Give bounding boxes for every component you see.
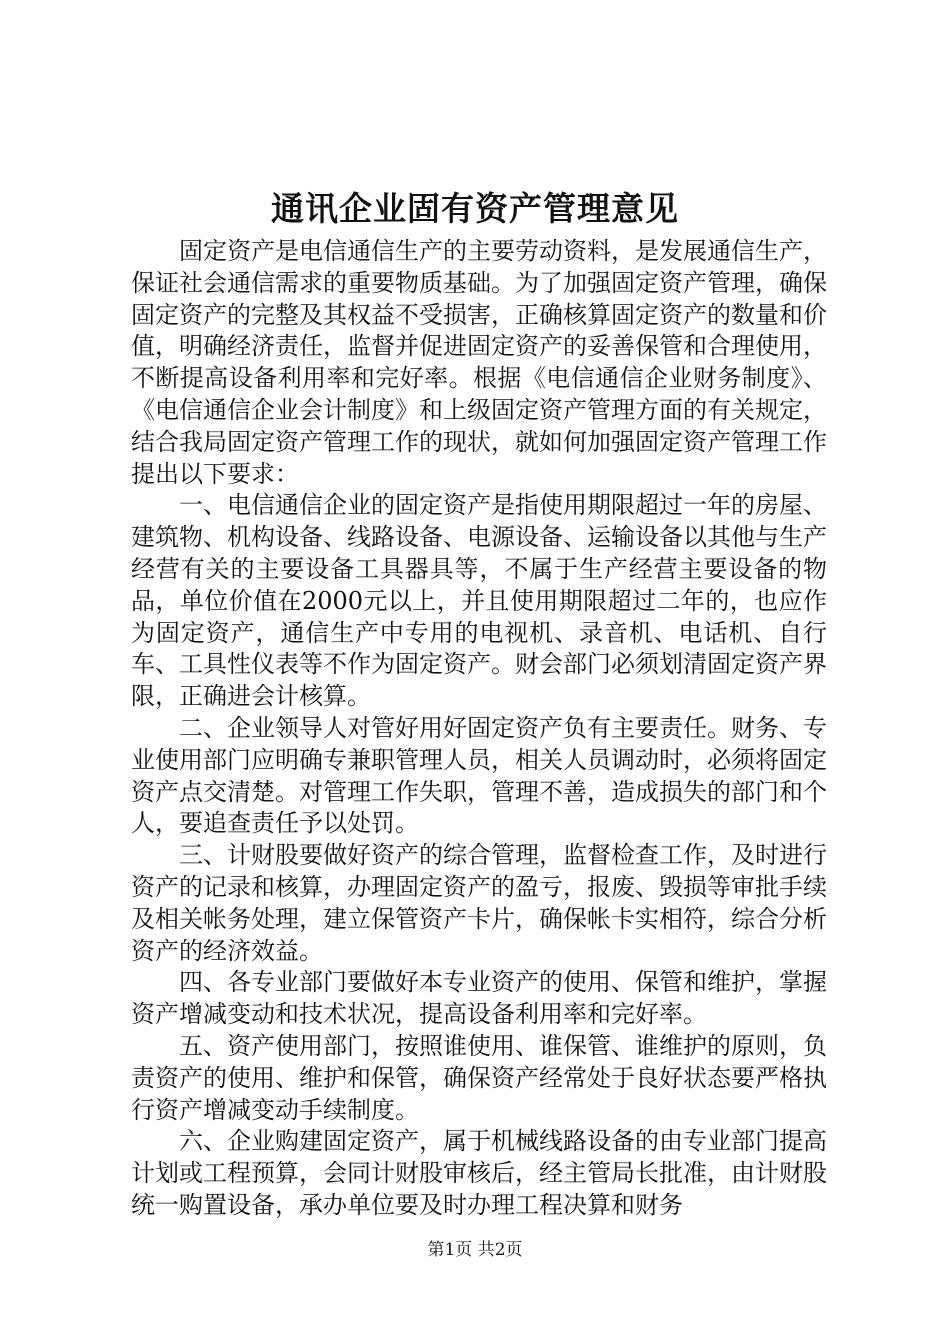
paragraph-intro: 固定资产是电信通信生产的主要劳动资料，是发展通信生产，保证社会通信需求的重要物质基础。为了加强固定资产管理，确保固定资产的完整及其权益不受损害，正确核算固定资产的数量和价值，明确经济责任，监督并促进固定资产的妥善保管和合理使用，不断提高设备利用率和完好率。根据《电信通信企业财务制度》、《电信通信企业会计制度》和上级固定资产管理方面的有关规定，结合我局固定资产管理工作的现状，就如何加强固定资产管理工作提出以下要求： [131, 237, 827, 488]
page-number-footer: 第1页 共2页 [427, 1240, 523, 1260]
paragraph-item-4: 四、各专业部门要做好本专业资产的使用、保管和维护，掌握资产增减变动和技术状况，提高设备利用率和完好率。 [131, 968, 827, 1029]
paragraph-item-5: 五、资产使用部门，按照谁使用、谁保管、谁维护的原则，负责资产的使用、维护和保管，确保资产经常处于良好状态要严格执行资产增减变动手续制度。 [131, 1031, 827, 1124]
document-title: 通讯企业固有资产管理意见 [271, 189, 679, 228]
paragraph-item-1: 一、电信通信企业的固定资产是指使用期限超过一年的房屋、建筑物、机构设备、线路设备、电源设备、运输设备以其他与生产经营有关的主要设备工具器具等，不属于生产经营主要设备的物品，单位价值在2000元以上，并且使用期限超过二年的，也应作为固定资产，通信生产中专用的电视机、录音机、电话机、自行车、工具性仪表等不作为固定资产。财会部门必须划清固定资产界限，正确进会计核算。 [131, 491, 827, 711]
paragraph-item-3: 三、计财股要做好资产的综合管理，监督检查工作，及时进行资产的记录和核算，办理固定资产的盈亏，报废、毁损等审批手续及相关帐务处理，建立保管资产卡片，确保帐卡实相符，综合分析资产的经济效益。 [131, 841, 827, 965]
document-body [131, 236, 827, 1222]
paragraph-item-2: 二、企业领导人对管好用好固定资产负有主要责任。财务、专业使用部门应明确专兼职管理人员，相关人员调动时，必须将固定资产点交清楚。对管理工作失职，管理不善，造成损失的部门和个人，要追查责任予以处罚。 [131, 713, 827, 838]
paragraph-item-6: 六、企业购建固定资产，属于机械线路设备的由专业部门提高计划或工程预算，会同计财股审核后，经主管局长批准，由计财股统一购置设备，承办单位要及时办理工程决算和财务 [131, 1127, 827, 1219]
